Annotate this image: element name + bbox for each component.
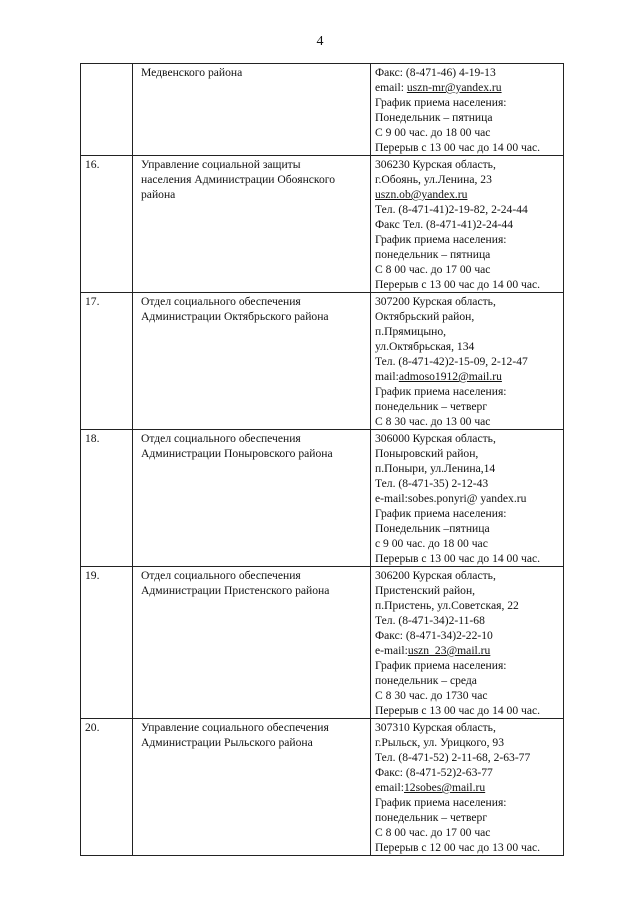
row-number: 19. [81,567,133,719]
contact-text: График приема населения: [375,385,507,398]
contact-cell [371,567,564,719]
contact-cell [371,430,564,567]
offices-table-body [81,64,564,856]
contact-text: Тел. (8-471-35) 2-12-43 [375,477,489,490]
organization-name-line: Управление социальной защиты [141,158,301,171]
contact-line [375,551,560,566]
table-row [81,64,564,156]
contact-line [375,658,560,673]
table-row [81,293,564,430]
contact-line [375,825,560,840]
contact-line [375,232,560,247]
contact-line [375,536,560,551]
table-row [81,430,564,567]
contact-text: 307310 Курская область, [375,721,496,734]
organization-name-line: Администрации Пристенского района [141,584,330,597]
contact-text: Перерыв с 13 00 час до 14 00 час. [375,278,541,291]
contact-text: Факс: (8-471-52)2-63-77 [375,766,493,779]
contact-line [375,202,560,217]
contact-text: Тел. (8-471-34)2-11-68 [375,614,485,627]
contact-text: С 8 00 час. до 17 00 час [375,826,491,839]
contact-text: Тел. (8-471-52) 2-11-68, 2-63-77 [375,751,531,764]
contact-line [375,399,560,414]
contact-text: Перерыв с 13 00 час до 14 00 час. [375,141,541,154]
contact-line [375,735,560,750]
contact-text: График приема населения: [375,96,507,109]
contact-text: с 9 00 час. до 18 00 час [375,537,488,550]
contact-text: С 8 30 час. до 13 00 час [375,415,491,428]
contact-line [375,476,560,491]
organization-name-line: Отдел социального обеспечения [141,569,301,582]
contact-line [375,414,560,429]
contact-line [375,506,560,521]
contact-line [375,446,560,461]
contact-line [375,810,560,825]
contact-text: График приема населения: [375,233,507,246]
row-number: 18. [81,430,133,567]
row-number: 20. [81,719,133,856]
contact-text: п.Прямицыно, [375,325,447,338]
contact-line [375,277,560,292]
contact-cell [371,64,564,156]
organization-cell [133,430,371,567]
contact-text: 306230 Курская область, [375,158,496,171]
organization-name-line: Управление социального обеспечения [141,721,329,734]
contact-line [375,384,560,399]
email-link[interactable]: uszn-mr@yandex.ru [406,81,502,94]
row-number: 16. [81,156,133,293]
contact-text: График приема населения: [375,659,507,672]
contact-text: г.Рыльск, ул. Урицкого, 93 [375,736,504,749]
contact-line [375,703,560,718]
organization-cell [133,719,371,856]
contact-line [375,568,560,583]
offices-table [80,63,564,856]
table-row [81,719,564,856]
contact-text: Тел. (8-471-42)2-15-09, 2-12-47 [375,355,528,368]
contact-text: Факс: (8-471-34)2-22-10 [375,629,493,642]
contact-line [375,294,560,309]
contact-text: 307200 Курская область, [375,295,496,308]
contact-line [375,628,560,643]
contact-text: Факс Тел. (8-471-41)2-24-44 [375,218,513,231]
contact-text: С 8 00 час. до 17 00 час [375,263,491,276]
contact-cell [371,293,564,430]
contact-text: п.Поныри, ул.Ленина,14 [375,462,496,475]
contact-line [375,339,560,354]
email-link[interactable]: uszn.ob@yandex.ru [375,188,468,201]
contact-text: Перерыв с 12 00 час до 13 00 час. [375,841,541,854]
contact-text: Пристенский район, [375,584,476,597]
contact-line [375,125,560,140]
contact-text: Перерыв с 13 00 час до 14 00 час. [375,704,541,717]
organization-name-line: Отдел социального обеспечения [141,295,301,308]
contact-line [375,187,560,202]
contact-line [375,598,560,613]
contact-line [375,247,560,262]
contact-line [375,80,560,95]
contact-text: Октябрьский район, [375,310,475,323]
contact-text: ул.Октябрьская, 134 [375,340,475,353]
organization-name-line: Администрации Поныровского района [141,447,333,460]
table-row [81,156,564,293]
organization-name-line: Отдел социального обеспечения [141,432,301,445]
organization-cell [133,567,371,719]
contact-text: Перерыв с 13 00 час до 14 00 час. [375,552,541,565]
contact-line [375,324,560,339]
page-number: 4 [316,34,324,49]
contact-cell [371,719,564,856]
row-number [81,64,133,156]
contact-line [375,765,560,780]
contact-line [375,795,560,810]
contact-line [375,172,560,187]
contact-text: Поныровский район, [375,447,479,460]
contact-line [375,110,560,125]
contact-line [375,461,560,476]
contact-line [375,840,560,855]
contact-line [375,750,560,765]
contact-text: 306000 Курская область, [375,432,496,445]
contact-text: email: [375,781,404,794]
contact-line [375,140,560,155]
contact-line [375,673,560,688]
contact-text: С 8 30 час. до 1730 час [375,689,488,702]
contact-line [375,369,560,384]
email-link[interactable]: admoso1912@mail.ru [398,370,502,383]
contact-line [375,157,560,172]
contact-text: п.Пристень, ул.Советская, 22 [375,599,519,612]
contact-text: e-mail:sobes.ponyri@ yandex.ru [375,492,527,505]
contact-text: понедельник – четверг [375,400,488,413]
organization-name-line: района [141,188,176,201]
contact-line [375,688,560,703]
contact-text: понедельник – пятница [375,248,491,261]
contact-line [375,613,560,628]
organization-cell [133,293,371,430]
contact-line [375,431,560,446]
email-link[interactable]: 12sobes@mail.ru [403,781,486,794]
contact-text: понедельник – среда [375,674,477,687]
organization-name-line: Администрации Октябрьского района [141,310,329,323]
contact-text: e-mail: [375,644,408,657]
contact-line [375,491,560,506]
contact-text: понедельник – четверг [375,811,488,824]
contact-line [375,780,560,795]
organization-name-line: населения Администрации Обоянского [141,173,336,186]
contact-line [375,95,560,110]
contact-text: График приема населения: [375,507,507,520]
contact-line [375,720,560,735]
contact-text: Тел. (8-471-41)2-19-82, 2-24-44 [375,203,528,216]
contact-text: 306200 Курская область, [375,569,496,582]
contact-line [375,643,560,658]
organization-name-line: Администрации Рыльского района [141,736,313,749]
organization-cell [133,156,371,293]
row-number: 17. [81,293,133,430]
contact-text: С 9 00 час. до 18 00 час [375,126,491,139]
email-link[interactable]: uszn_23@mail.ru [407,644,491,657]
organization-cell [133,64,371,156]
contact-text: График приема населения: [375,796,507,809]
contact-text: г.Обоянь, ул.Ленина, 23 [375,173,492,186]
contact-line [375,217,560,232]
contact-line [375,262,560,277]
contact-text: Факс: (8-471-46) 4-19-13 [375,66,496,79]
table-row [81,567,564,719]
contact-line [375,583,560,598]
contact-line [375,309,560,324]
contact-text: email: [375,81,407,94]
organization-name-line: Медвенского района [141,66,243,79]
contact-text: mail: [375,370,399,383]
contact-line [375,65,560,80]
contact-text: Понедельник – пятница [375,111,493,124]
contact-cell [371,156,564,293]
contact-line [375,354,560,369]
contact-line [375,521,560,536]
contact-text: Понедельник –пятница [375,522,490,535]
